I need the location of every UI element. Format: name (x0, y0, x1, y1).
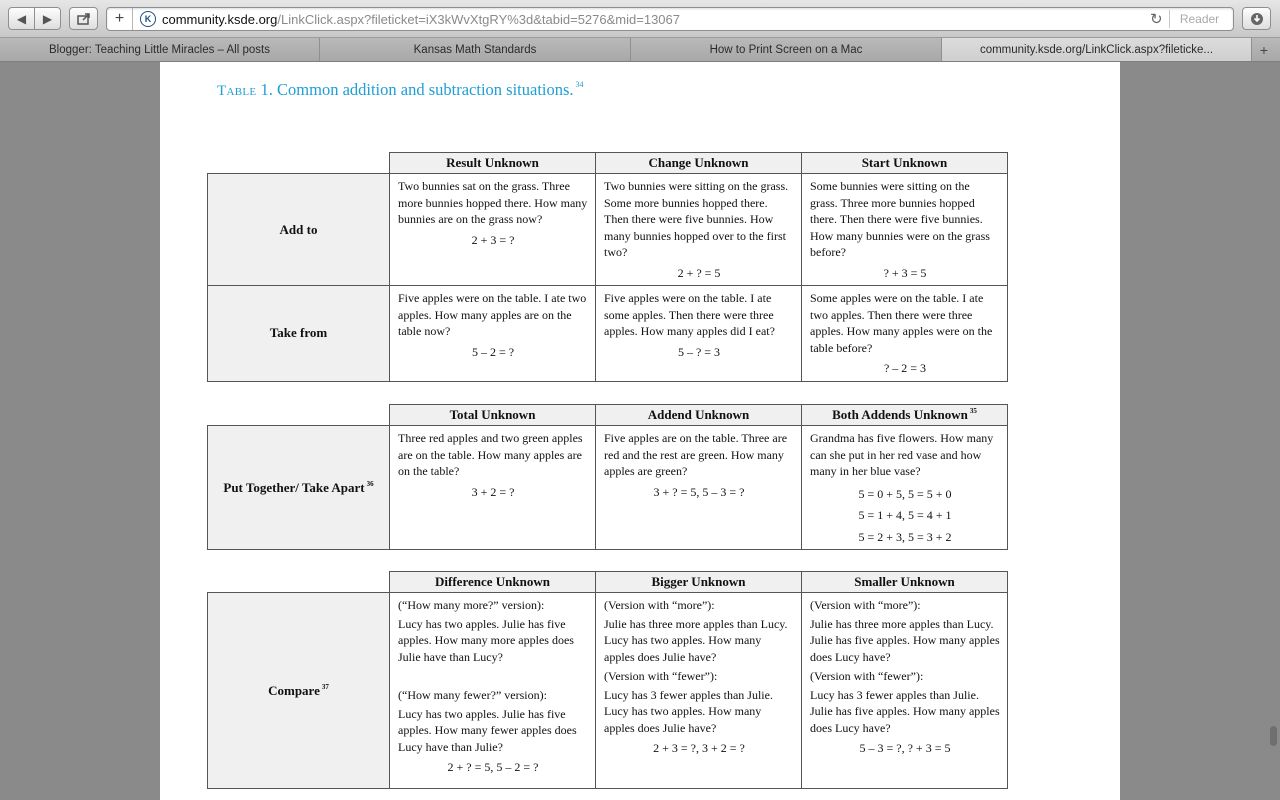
column-header: Total Unknown (390, 405, 596, 426)
address-bar[interactable] (106, 7, 1234, 31)
share-button[interactable] (69, 7, 98, 30)
cell-text: Lucy has two apples. Julie has five apples. How many fewer apples does Lucy have than Julie? (398, 706, 577, 754)
url-host: community.ksde.org (162, 12, 278, 27)
cell-equation: 2 + ? = 5 (677, 265, 721, 280)
column-header-text: Both Addends Unknown (832, 407, 968, 422)
table-cell (596, 174, 802, 286)
column-header: Start Unknown (802, 153, 1008, 174)
document-page (160, 62, 1120, 800)
table-cell (802, 426, 1008, 550)
header-row (208, 405, 1008, 426)
cell-text: Julie has three more apples than Lucy. Lucy has two apples. How many apples does Julie have? (604, 616, 788, 664)
table-cell (596, 286, 802, 382)
cell-equation: 2 + 3 = ?, 3 + 2 = ? (653, 741, 745, 755)
cell-text: Some bunnies were sitting on the grass. Three more bunnies hopped there. Then there were five bunnies. How many bunnies were on the grass before? (810, 179, 990, 259)
scrollbar-thumb[interactable] (1270, 726, 1277, 746)
row-header-text: Compare (268, 682, 320, 698)
share-icon (77, 13, 91, 25)
plus-icon: + (114, 10, 125, 27)
version-label: (“How many fewer?” version): (398, 688, 547, 702)
row-header-compare (208, 593, 390, 789)
table-cell (802, 174, 1008, 286)
tab-label: Kansas Math Standards (413, 43, 537, 56)
column-header: Difference Unknown (390, 572, 596, 593)
url-path: /LinkClick.aspx?fileticket=iX3kWvXtgRY%3d&tabid=5276&mid=13067 (277, 12, 680, 27)
footnote-marker: 37 (321, 682, 329, 691)
table-cell (390, 426, 596, 550)
table-caption (217, 80, 584, 100)
back-arrow-icon: ◀ (16, 11, 27, 26)
cell-equation: ? + 3 = 5 (883, 265, 927, 280)
table-cell (802, 286, 1008, 382)
cell-text: Five apples were on the table. I ate some apples. Then there were three apples. How many apples did I eat? (604, 291, 775, 338)
tab-print-screen[interactable] (631, 38, 942, 61)
download-icon (1250, 12, 1264, 26)
tab-label: Blogger: Teaching Little Miracles – All posts (49, 43, 270, 56)
cell-text: Two bunnies were sitting on the grass. Some more bunnies hopped there. Then there were five bunnies. How many bunnies hopped over to the first two? (604, 179, 789, 259)
cell-equation: 5 = 0 + 5, 5 = 5 + 0 (858, 486, 952, 501)
cell-text: Three red apples and two green apples are on the table. How many apples are on the table? (398, 431, 583, 478)
table-cell (390, 593, 596, 789)
cell-equation: 5 – 2 = ? (471, 344, 515, 359)
version-label: (Version with “fewer”): (810, 669, 924, 683)
cell-equation: 5 = 2 + 3, 5 = 3 + 2 (858, 529, 952, 544)
table-add-take (207, 152, 1008, 382)
tab-kansas-math[interactable] (320, 38, 631, 61)
forward-arrow-icon: ▶ (42, 11, 53, 26)
column-header: Result Unknown (390, 153, 596, 174)
cell-equation: 5 – 3 = ?, ? + 3 = 5 (859, 741, 951, 755)
tab-label: How to Print Screen on a Mac (709, 43, 863, 56)
row-header-take-from: Take from (208, 286, 390, 382)
footnote-marker: 36 (366, 479, 374, 488)
cell-text: Five apples were on the table. I ate two apples. How many apples are on the table now? (398, 291, 587, 338)
cell-equation: 5 – ? = 3 (677, 344, 721, 359)
column-header: Bigger Unknown (596, 572, 802, 593)
forward-button[interactable] (34, 7, 61, 30)
cell-text: Lucy has 3 fewer apples than Julie. Lucy has two apples. How many apples does Julie have? (604, 687, 773, 735)
column-header (802, 405, 1008, 426)
cell-text: Julie has three more apples than Lucy. Julie has five apples. How many apples does Lucy have? (810, 616, 1000, 664)
cell-text: Five apples are on the table. Three are red and the rest are green. How many apples are green? (604, 431, 788, 478)
header-row (208, 153, 1008, 174)
table-row (208, 174, 1008, 286)
cell-text: Some apples were on the table. I ate two apples. Then there were three apples. How many apples were on the table before? (810, 291, 993, 355)
tab-blogger[interactable] (0, 38, 320, 61)
browser-toolbar (0, 0, 1280, 38)
table-row (208, 593, 1008, 789)
table-put-together (207, 404, 1008, 550)
header-blank (208, 405, 390, 426)
caption-footnote: 34 (575, 80, 584, 89)
caption-prefix: Table (217, 83, 257, 99)
downloads-button[interactable] (1242, 7, 1271, 30)
header-blank (208, 153, 390, 174)
row-header-put-together (208, 426, 390, 550)
table-cell (802, 593, 1008, 789)
table-compare (207, 571, 1008, 789)
cell-equation: 2 + ? = 5, 5 – 2 = ? (447, 760, 539, 774)
back-button[interactable] (8, 7, 35, 30)
version-label: (Version with “fewer”): (604, 669, 718, 683)
column-header: Change Unknown (596, 153, 802, 174)
cell-equation: ? – 2 = 3 (883, 361, 927, 375)
cell-text: Lucy has two apples. Julie has five apples. How many more apples does Julie have than Lucy? (398, 616, 574, 664)
cell-equation: 5 = 1 + 4, 5 = 4 + 1 (858, 508, 952, 522)
reload-icon[interactable]: ↻ (1150, 11, 1163, 28)
column-header: Addend Unknown (596, 405, 802, 426)
cell-text: Lucy has 3 fewer apples than Julie. Julie has five apples. How many apples does Lucy have? (810, 687, 1000, 735)
table-row (208, 426, 1008, 550)
version-label: (Version with “more”): (810, 598, 921, 612)
site-favicon-icon: K (140, 11, 156, 27)
caption-text: 1. Common addition and subtraction situations. (260, 80, 574, 99)
reader-button[interactable]: Reader (1169, 10, 1229, 28)
table-cell (390, 174, 596, 286)
url-text[interactable] (162, 12, 680, 27)
cell-equation: 2 + 3 = ? (471, 232, 515, 247)
footnote-marker: 35 (969, 407, 977, 415)
version-label: (Version with “more”): (604, 598, 715, 612)
cell-equation: 3 + ? = 5, 5 – 3 = ? (653, 484, 745, 499)
new-tab-button[interactable] (1254, 40, 1274, 59)
version-label: (“How many more?” version): (398, 598, 545, 612)
tab-label: community.ksde.org/LinkClick.aspx?fileticke... (979, 43, 1214, 56)
table-row (208, 286, 1008, 382)
add-bookmark-button[interactable] (107, 8, 133, 30)
table-cell (390, 286, 596, 382)
tab-bar (0, 38, 1280, 62)
vertical-scrollbar[interactable] (1266, 62, 1280, 800)
cell-text: Grandma has five flowers. How many can she put in her red vase and how many in her blue vase? (810, 431, 994, 478)
table-cell (596, 593, 802, 789)
row-header-add-to: Add to (208, 174, 390, 286)
plus-icon: + (1259, 41, 1269, 58)
table-cell (596, 426, 802, 550)
header-blank (208, 572, 390, 593)
tab-community-ksde[interactable] (942, 38, 1252, 61)
cell-text: Two bunnies sat on the grass. Three more bunnies hopped there. How many bunnies are on the grass now? (398, 179, 588, 226)
header-row (208, 572, 1008, 593)
row-header-text: Put Together/ Take Apart (223, 479, 365, 495)
cell-equation: 3 + 2 = ? (471, 484, 515, 499)
column-header: Smaller Unknown (802, 572, 1008, 593)
